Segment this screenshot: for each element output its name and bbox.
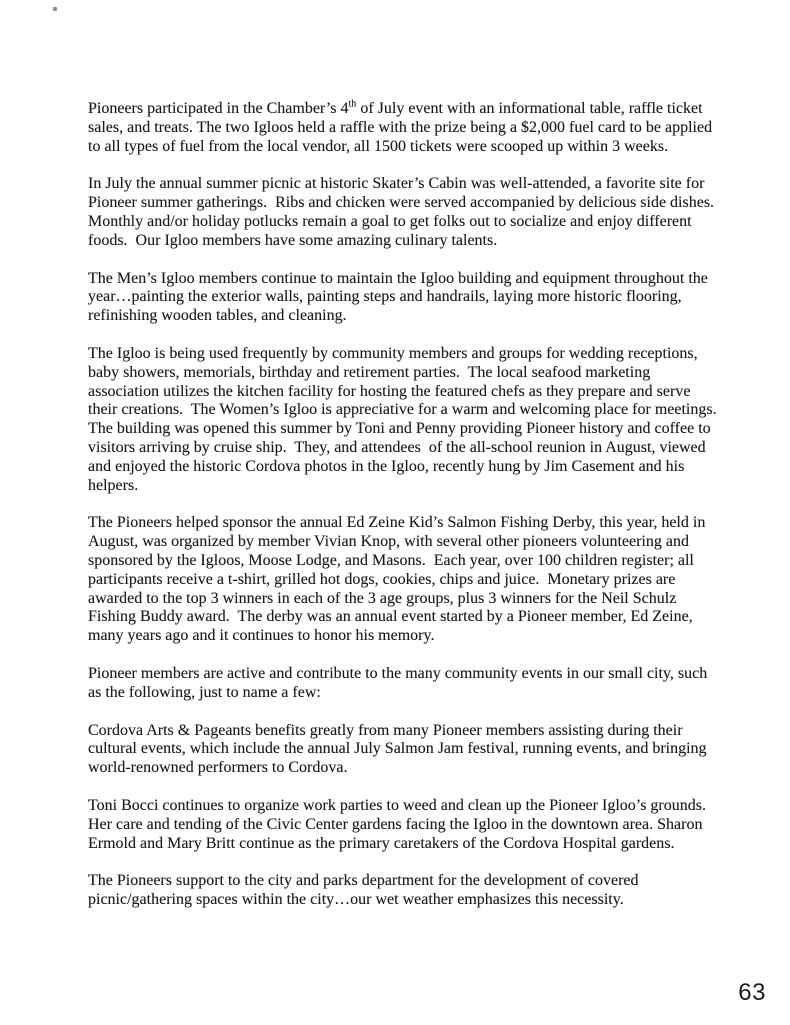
paragraph-mens-igloo-maintenance: The Men’s Igloo members continue to maintain the Igloo building and equipment throughout the year…painting the exterior walls, painting steps and handrails, laying more historic flooring, refinishing wooden tables, and cleaning. [88,269,712,325]
paragraph-text: Pioneers participated in the Chamber’s 4 [88,100,349,117]
ordinal-superscript: th [348,98,357,110]
paragraph-text: of July event with an informational table, raffle ticket sales, and treats. The two Igloos held a raffle with the prize being a $2,000 fuel card to be applied to all types of fuel from the local vendor, all 1500 tickets were scooped up within 3 weeks. [88,100,717,155]
paragraph-community-events-intro: Pioneer members are active and contribute to the many community events in our small city, such as the following, just to name a few: [88,664,712,701]
paragraph-salmon-fishing-derby: The Pioneers helped sponsor the annual Ed Zeine Kid’s Salmon Fishing Derby, this year, held in August, was organized by member Vivian Knop, with several other pioneers volunteering and sponsored by the Igloos, Moose Lodge, and Masons. Each year, over 100 children register; all participants receive a t-shirt, grilled hot dogs, cookies, chips and juice. Monetary prizes are awarded to the top 3 winners in each of the 3 age groups, plus 3 winners for the Neil Schulz Fishing Buddy award. The derby was an annual event started by a Pioneer member, Ed Zeine, many years ago and it continues to honor his memory. [88,514,709,645]
page-number: 63 [738,979,766,1006]
paragraph-igloo-community-use: The Igloo is being used frequently by community members and groups for wedding receptions, baby showers, memorials, birthday and retirement parties. The local seafood marketing association utilizes the kitchen facility for hosting the featured chefs as they prepare and serve their creations. The Women’s Igloo is appreciative for a warm and welcoming place for meetings. The building was opened this summer by Toni and Penny providing Pioneer history and coffee to visitors arriving by cruise ship. They, and attendees of the all-school reunion in August, viewed and enjoyed the historic Cordova photos in the Igloo, recently hung by Jim Casement and his helpers. [88,344,725,494]
paragraph-city-parks-support: The Pioneers support to the city and parks department for the development of covered picnic/gathering spaces within the city…our wet weather emphasizes this necessity. [88,872,643,909]
paragraph-chamber-july-event [88,100,720,156]
document-body [88,98,725,929]
scan-speck [53,7,57,11]
paragraph-summer-picnic: In July the annual summer picnic at historic Skater’s Cabin was well-attended, a favorite site for Pioneer summer gatherings. Ribs and chicken were served accompanied by delicious side dishes. Monthly and/or holiday potlucks remain a goal to get folks out to socialize and enjoy different foods. Our Igloo members have some amazing culinary talents. [88,175,723,249]
paragraph-igloo-grounds-gardens: Toni Bocci continues to organize work parties to weed and clean up the Pioneer Igloo’s grounds. Her care and tending of the Civic Center gardens facing the Igloo in the downtown area. Sharon Ermold and Mary Britt continue as the primary caretakers of the Cordova Hospital gardens. [88,796,710,852]
paragraph-cordova-arts-pageants: Cordova Arts & Pageants benefits greatly from many Pioneer members assisting during their cultural events, which include the annual July Salmon Jam festival, running events, and bringing world-renowned performers to Cordova. [88,721,711,777]
